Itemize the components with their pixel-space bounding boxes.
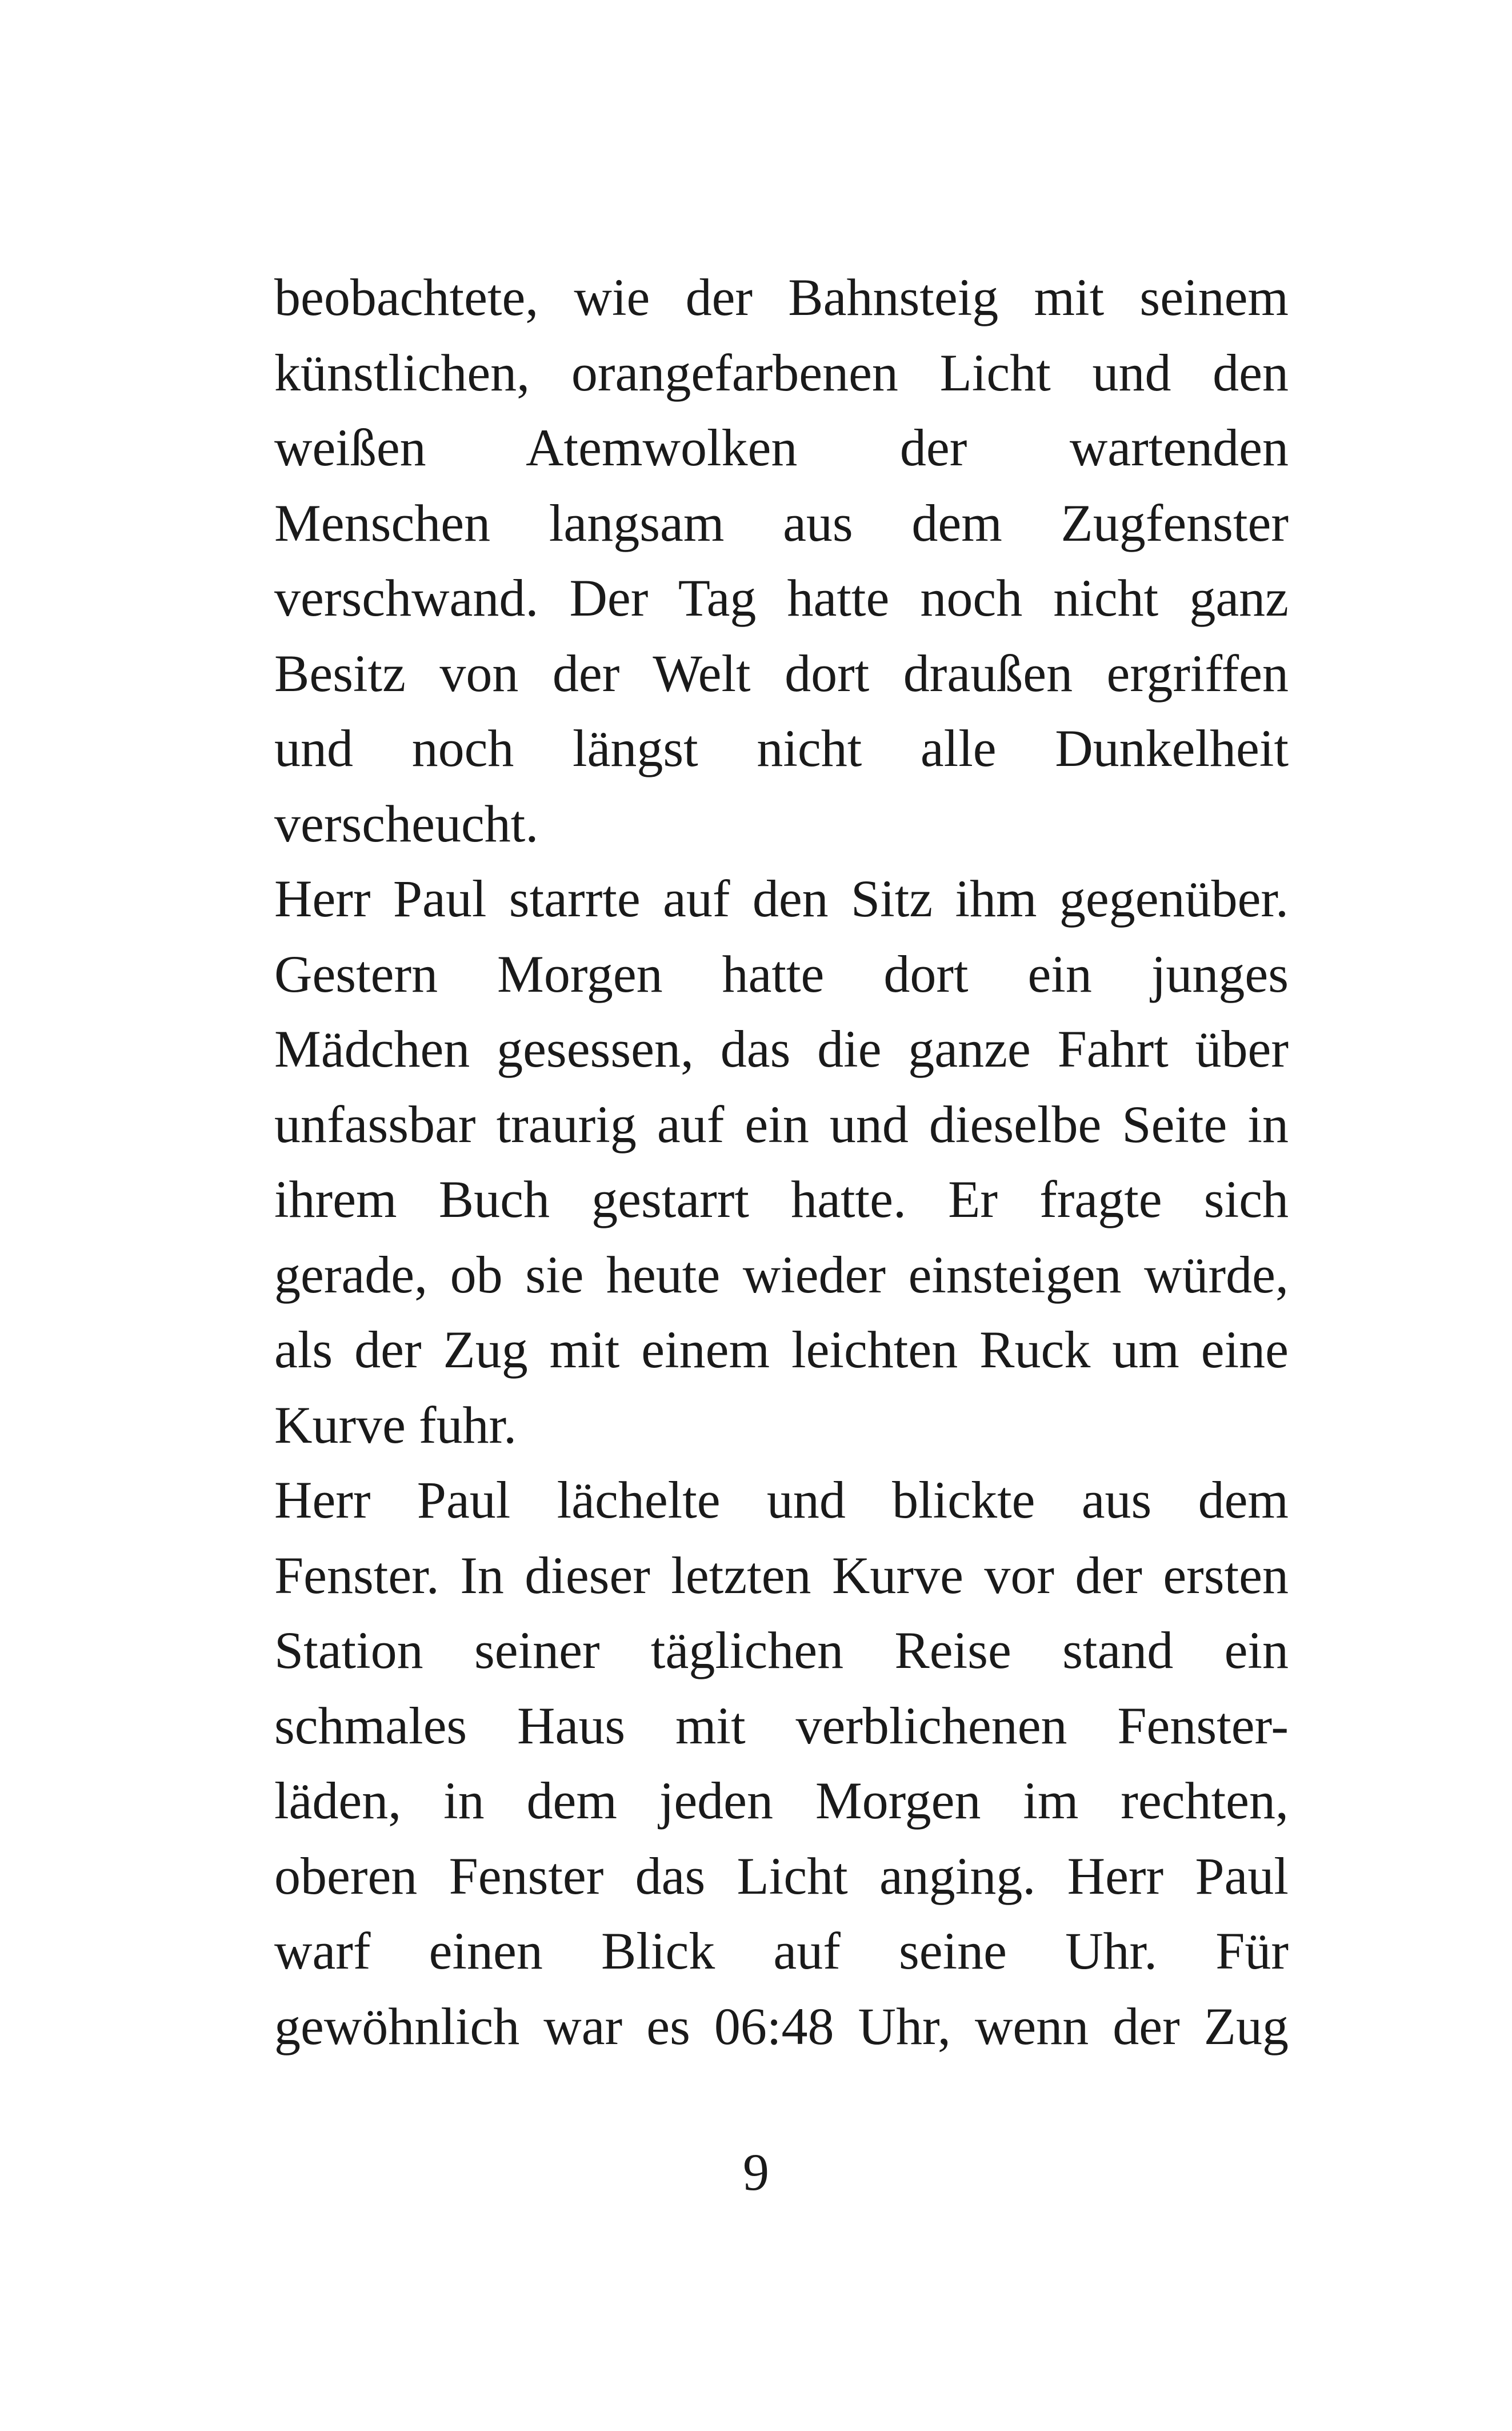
text-line: Station seiner täglichen Reise stand ein bbox=[274, 1621, 1289, 1679]
text-line: Besitz von der Welt dort draußen ergriffen bbox=[274, 644, 1289, 702]
text-line: verscheucht. bbox=[274, 794, 539, 853]
text-line: Gestern Morgen hatte dort ein junges bbox=[274, 944, 1289, 1003]
text-line: gerade, ob sie heute wieder einsteigen würde, bbox=[274, 1245, 1289, 1304]
text-line: warf einen Blick auf seine Uhr. Für bbox=[274, 1922, 1289, 1980]
text-line: läden, in dem jeden Morgen im rechten, bbox=[274, 1771, 1289, 1830]
text-line: oberen Fenster das Licht anging. Herr Paul bbox=[274, 1846, 1289, 1905]
text-line: Menschen langsam aus dem Zugfenster bbox=[274, 493, 1289, 552]
body-text bbox=[274, 260, 1289, 2064]
text-line: Herr Paul starrte auf den Sitz ihm gegenüber. bbox=[274, 869, 1289, 928]
text-line: ihrem Buch gestarrt hatte. Er fragte sich bbox=[274, 1170, 1289, 1228]
text-line: Kurve fuhr. bbox=[274, 1395, 517, 1454]
text-line: verschwand. Der Tag hatte noch nicht ganz bbox=[274, 569, 1289, 627]
text-line: Herr Paul lächelte und blickte aus dem bbox=[274, 1471, 1289, 1529]
page-number: 9 bbox=[743, 2143, 769, 2201]
text-line: Fenster. In dieser letzten Kurve vor der ersten bbox=[274, 1546, 1289, 1604]
paragraph-2 bbox=[274, 861, 1289, 1463]
text-line: unfassbar traurig auf ein und dieselbe Seite in bbox=[274, 1095, 1289, 1153]
text-line: beobachtete, wie der Bahnsteig mit seinem bbox=[274, 268, 1289, 326]
text-line: Mädchen gesessen, das die ganze Fahrt über bbox=[274, 1020, 1289, 1078]
text-line: als der Zug mit einem leichten Ruck um eine bbox=[274, 1320, 1289, 1379]
paragraph-1 bbox=[274, 260, 1289, 861]
text-line: weißen Atemwolken der wartenden bbox=[274, 418, 1289, 477]
text-line: und noch längst nicht alle Dunkelheit bbox=[274, 719, 1289, 777]
text-line: künstlichen, orangefarbenen Licht und den bbox=[274, 343, 1289, 402]
text-line: schmales Haus mit verblichenen Fenster- bbox=[274, 1696, 1289, 1755]
paragraph-3 bbox=[274, 1463, 1289, 2064]
text-line: gewöhnlich war es 06:48 Uhr, wenn der Zug bbox=[274, 1997, 1289, 2055]
